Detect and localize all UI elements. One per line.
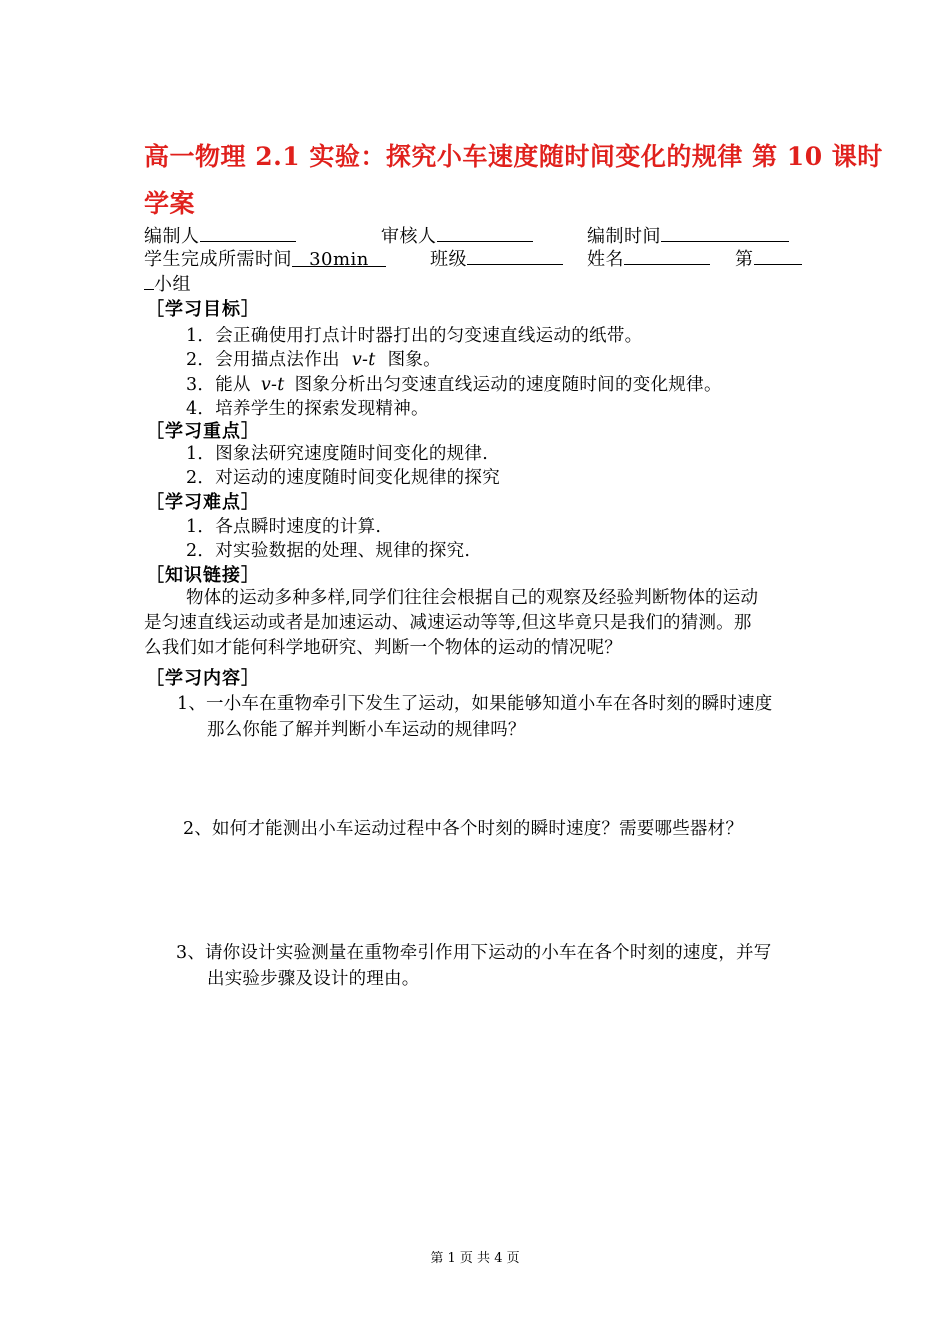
question-1-line-2: 那么你能了解并判断小车运动的规律吗？: [207, 720, 526, 740]
focus-item-2: 2．对运动的速度随时间变化规律的探究: [186, 468, 501, 488]
meta-group: [735, 245, 802, 271]
question-2: 2、如何才能测出小车运动过程中各个时刻的瞬时速度？需要哪些器材？: [183, 819, 744, 839]
meta-class-blank[interactable]: [467, 247, 563, 265]
meta-time-label: 学生完成所需时间: [144, 249, 292, 270]
meta-time: [144, 245, 386, 271]
question-1-line-1: 1、一小车在重物牵引下发生了运动，如果能够知道小车在各时刻的瞬时速度: [177, 694, 773, 714]
focus-item-1: 1．图象法研究速度随时间变化的规律.: [186, 444, 489, 464]
knowledge-line-1: 物体的运动多种多样,同学们往往会根据自己的观察及经验判断物体的运动: [186, 588, 759, 608]
meta-group-blank[interactable]: [754, 247, 802, 265]
knowledge-line-2: 是匀速直线运动或者是加速运动、减速运动等等,但这毕竟只是我们的猜测。那: [144, 613, 752, 633]
meta-author-label: 编制人: [144, 226, 200, 247]
goal-item-2-text: 2．会用描点法作出: [186, 350, 340, 370]
meta-group-blank-2[interactable]: [144, 272, 154, 290]
goal-item-2: [186, 346, 441, 371]
meta-group-suffix: 小组: [154, 274, 191, 295]
document-title-line1: 高一物理 2.1 实验：探究小车速度随时间变化的规律 第 10 课时: [144, 142, 883, 171]
goal-item-3-vt: v-t: [260, 375, 285, 395]
section-content-heading: ［学习内容］: [146, 668, 260, 689]
goal-item-3-tail: 图象分析出匀变速直线运动的速度随时间的变化规律。: [294, 375, 722, 395]
meta-time-value: 30min: [292, 249, 386, 267]
question-3-line-2: 出实验步骤及设计的理由。: [207, 969, 420, 989]
meta-class-label: 班级: [430, 249, 467, 270]
meta-name: [587, 245, 710, 271]
question-3-line-1: 3、请你设计实验测量在重物牵引作用下运动的小车在各个时刻的速度，并写: [176, 943, 772, 963]
meta-name-blank[interactable]: [624, 247, 710, 265]
goal-item-2-tail: 图象。: [387, 350, 441, 370]
meta-name-label: 姓名: [587, 249, 624, 270]
section-focus-heading: ［学习重点］: [146, 421, 260, 442]
meta-class: [430, 245, 563, 271]
meta-group-line2: [144, 270, 191, 296]
section-knowledge-heading: ［知识链接］: [146, 565, 260, 586]
section-difficulty-heading: ［学习难点］: [146, 492, 260, 513]
meta-date-blank[interactable]: [661, 224, 789, 242]
section-goals-heading: ［学习目标］: [146, 299, 260, 320]
goal-item-3: [186, 371, 722, 396]
document-title-line2: 学案: [144, 189, 196, 218]
meta-reviewer-blank[interactable]: [437, 224, 533, 242]
difficulty-item-2: 2．对实验数据的处理、规律的探究.: [186, 541, 471, 561]
goal-item-1: 1．会正确使用打点计时器打出的匀变速直线运动的纸带。: [186, 326, 643, 346]
meta-group-prefix: 第: [735, 249, 754, 270]
knowledge-line-3: 么我们如才能何科学地研究、判断一个物体的运动的情况呢？: [144, 638, 622, 658]
difficulty-item-1: 1．各点瞬时速度的计算.: [186, 517, 382, 537]
page-footer: 第 1 页 共 4 页: [430, 1251, 520, 1266]
meta-reviewer-label: 审核人: [381, 226, 437, 247]
goal-item-3-text: 3．能从: [186, 375, 251, 395]
meta-date-label: 编制时间: [587, 226, 661, 247]
goal-item-2-vt: v-t: [351, 350, 376, 370]
meta-author-blank[interactable]: [200, 224, 296, 242]
goal-item-4: 4．培养学生的探索发现精神。: [186, 399, 429, 419]
